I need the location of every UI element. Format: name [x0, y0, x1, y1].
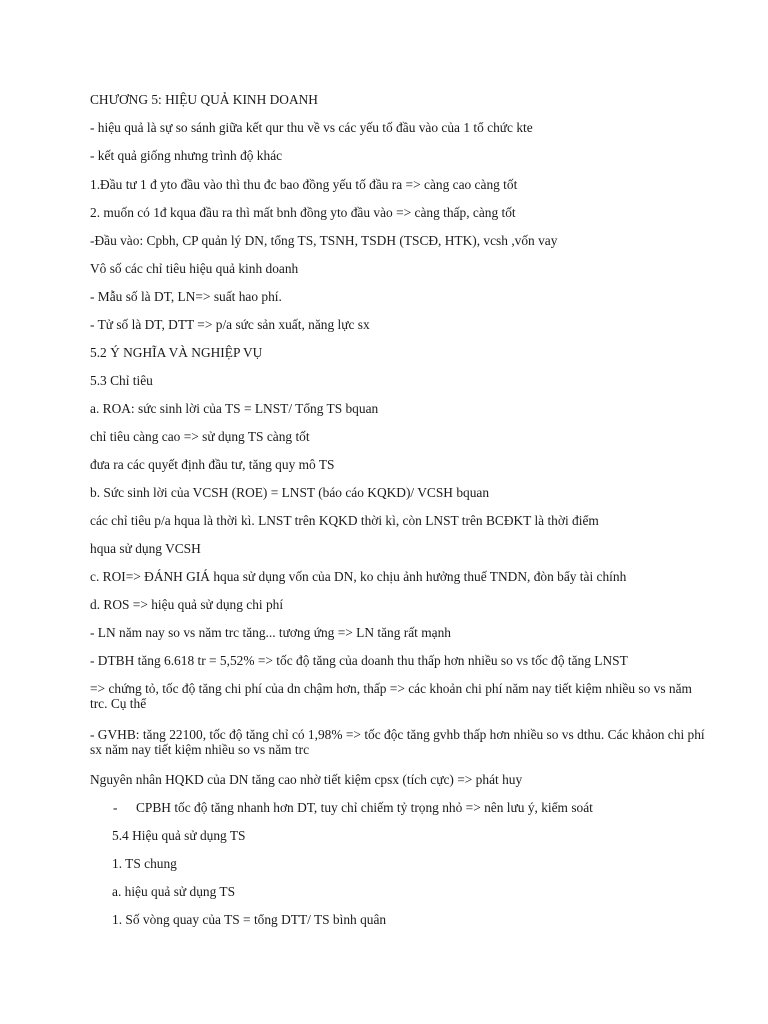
- text-line: Vô số các chỉ tiêu hiệu quả kinh doanh: [90, 261, 299, 276]
- text-line: c. ROI=> ĐÁNH GIÁ hqua sử dụng vốn của DN, ko chịu ảnh hưởng thuế TNDN, đòn bẩy tài chính: [90, 569, 627, 584]
- text-line: 2. muốn có 1đ kqua đầu ra thì mất bnh đồng yto đầu vào => càng thấp, càng tốt: [90, 205, 516, 220]
- text-line: - Tử số là DT, DTT => p/a sức sản xuất, năng lực sx: [90, 317, 370, 332]
- text-line: - LN năm nay so vs năm trc tăng... tương ứng => LN tăng rất mạnh: [90, 625, 451, 640]
- list-bullet: -: [113, 800, 118, 815]
- text-line: a. ROA: sức sinh lời của TS = LNST/ Tổng TS bquan: [90, 401, 379, 416]
- text-line: d. ROS => hiệu quả sử dụng chi phí: [90, 597, 284, 612]
- text-line: chỉ tiêu càng cao => sử dụng TS càng tốt: [90, 429, 310, 444]
- text-line: a. hiệu quả sử dụng TS: [112, 884, 236, 899]
- text-line: 1.Đầu tư 1 đ yto đầu vào thì thu đc bao đồng yếu tố đầu ra => càng cao càng tốt: [90, 177, 518, 192]
- text-line: Nguyên nhân HQKD của DN tăng cao nhờ tiết kiệm cpsx (tích cực) => phát huy: [90, 772, 523, 787]
- text-line: các chỉ tiêu p/a hqua là thời kì. LNST trên KQKD thời kì, còn LNST trên BCĐKT là thời điểm: [90, 513, 599, 528]
- section-heading: 5.2 Ý NGHĨA VÀ NGHIỆP VỤ: [90, 345, 263, 360]
- text-line: 1. TS chung: [112, 856, 177, 871]
- text-line: - Mẫu số là DT, LN=> suất hao phí.: [90, 289, 282, 304]
- text-line: - DTBH tăng 6.618 tr = 5,52% => tốc độ tăng của doanh thu thấp hơn nhiều so vs tốc độ tăng LNST: [90, 653, 628, 668]
- text-paragraph: - GVHB: tăng 22100, tốc độ tăng chỉ có 1,98% => tốc độc tăng gvhb thấp hơn nhiều so vs dthu. Các khảon chi phí sx năm nay tiết kiệm nhiều so vs năm trc: [90, 727, 705, 757]
- text-line: hqua sử dụng VCSH: [90, 541, 201, 556]
- text-line: -Đầu vào: Cpbh, CP quản lý DN, tổng TS, TSNH, TSDH (TSCĐ, HTK), vcsh ,vốn vay: [90, 233, 558, 248]
- text-paragraph: => chứng tỏ, tốc độ tăng chi phí của dn chậm hơn, thấp => các khoản chi phí năm nay tiết kiệm nhiều so vs năm trc. Cụ thể: [90, 681, 692, 711]
- text-line: - kết quả giống nhưng trình độ khác: [90, 148, 283, 163]
- section-heading: 5.3 Chỉ tiêu: [90, 373, 153, 388]
- list-item: CPBH tốc độ tăng nhanh hơn DT, tuy chỉ chiếm tỷ trọng nhỏ => nên lưu ý, kiểm soát: [136, 800, 593, 815]
- text-line: b. Sức sinh lời của VCSH (ROE) = LNST (báo cáo KQKD)/ VCSH bquan: [90, 485, 490, 500]
- section-heading: 5.4 Hiệu quả sử dụng TS: [112, 828, 246, 843]
- text-line: - hiệu quả là sự so sánh giữa kết qur thu về vs các yếu tố đầu vào của 1 tổ chức kte: [90, 120, 533, 135]
- text-line: đưa ra các quyết định đầu tư, tăng quy mô TS: [90, 457, 335, 472]
- chapter-title: CHƯƠNG 5: HIỆU QUẢ KINH DOANH: [90, 92, 318, 107]
- text-line: 1. Số vòng quay của TS = tổng DTT/ TS bình quân: [112, 912, 387, 927]
